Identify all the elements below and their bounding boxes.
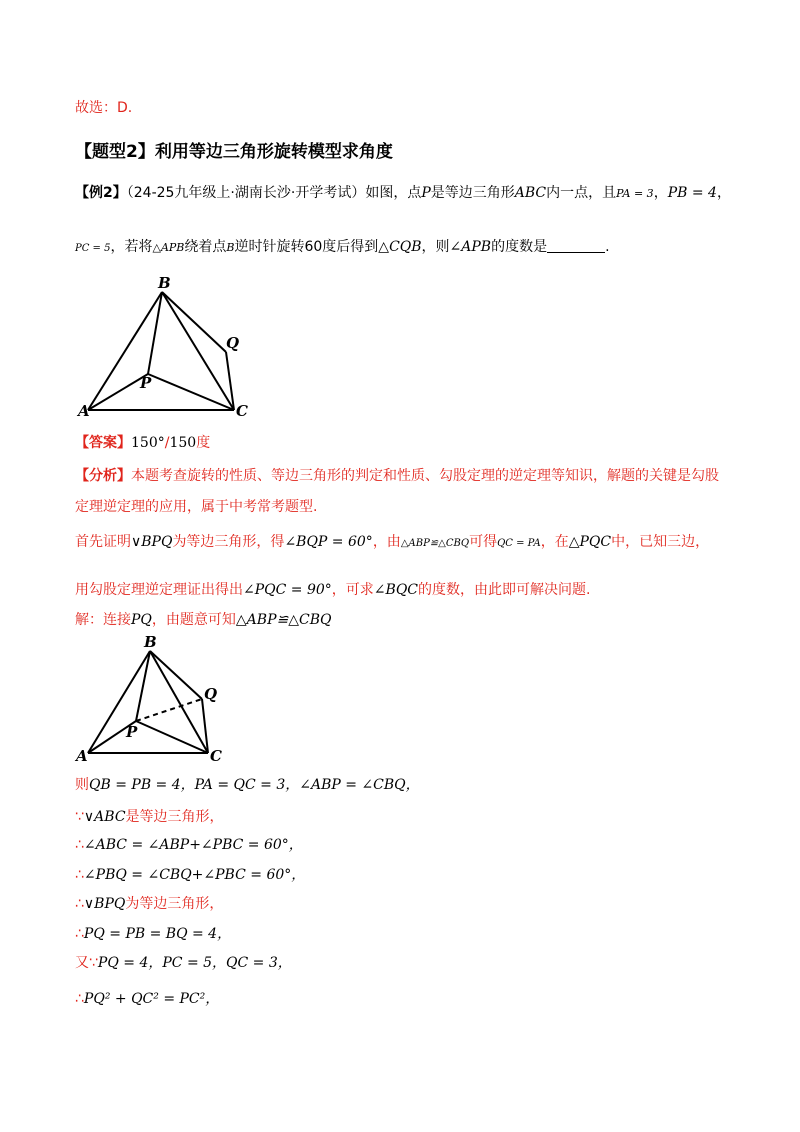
pb-value: PB = 4 [667, 185, 717, 201]
solution-step [75, 864, 305, 884]
congruence: △ABP≌△CBQ [235, 612, 332, 628]
segment-pq: PQ [131, 612, 152, 628]
step-prefix: ∴ [75, 991, 84, 1007]
angle-apb: ∠APB [449, 239, 492, 255]
step-prefix: ∴ [75, 837, 84, 853]
step-prefix: ∴ [75, 926, 84, 942]
solution-step [75, 952, 292, 972]
analysis-text: ，由 [372, 534, 401, 550]
solution-step [75, 774, 420, 794]
answer-value-1: 150° [131, 435, 165, 451]
figure-2 [70, 633, 230, 768]
comma: ， [653, 185, 668, 201]
angle-bqc: ∠BQC [373, 582, 419, 598]
comma: ， [716, 185, 731, 201]
answer-blank [547, 238, 605, 253]
example-text: 是等边三角形 [430, 185, 515, 201]
example-line-1 [75, 182, 731, 202]
solution-line-1 [75, 609, 331, 629]
step-prefix: 又∵ [75, 955, 98, 971]
label-c: C [210, 747, 222, 765]
solution-step [75, 806, 224, 826]
figure-1 [72, 272, 262, 424]
triangle-cqb: △CQB [378, 239, 422, 255]
step-suffix: 为等边三角形， [125, 896, 224, 912]
step-math: ∠PBQ = ∠CBQ+∠PBC = 60°， [83, 867, 306, 883]
analysis-text: ，可求 [331, 582, 374, 598]
example-text: 内一点，且 [546, 185, 617, 201]
analysis-text: 本题考查旋转的性质、等边三角形的判定和性质、勾股定理的逆定理等知识，解题的关键是勾股 [131, 468, 719, 484]
step-prefix: 则 [75, 777, 89, 793]
analysis-text: 的度数，由此即可解决问题. [418, 582, 591, 598]
label-q: Q [204, 685, 218, 703]
step-math: ∨BPQ [83, 896, 126, 912]
analysis-line-2: 定理逆定理的应用，属于中考常考题型. [75, 499, 318, 515]
example-source: （24-25九年级上·湖南长沙·开学考试） [126, 185, 366, 201]
analysis-line-4 [75, 579, 590, 599]
step-prefix: ∵ [75, 809, 84, 825]
pc-value: PC = 5 [75, 243, 111, 254]
solution-step [75, 988, 219, 1008]
angle-pqc: ∠PQC = 90° [243, 582, 332, 598]
example-text: 绕着点 [184, 239, 227, 255]
step-prefix: ∴ [75, 896, 84, 912]
analysis-tag: 【分析】 [75, 468, 131, 484]
analysis-line-1 [75, 465, 719, 485]
triangle-bpq: ∨BPQ [131, 534, 173, 550]
step-suffix: 是等边三角形， [125, 809, 224, 825]
label-p: P [140, 374, 152, 392]
pa-value: PA = 3 [616, 187, 654, 200]
analysis-text: 中，已知三边， [611, 534, 710, 550]
triangle-apb: △APB [152, 241, 185, 254]
congruence: △ABP≌△CBQ [400, 538, 470, 549]
section-heading: 【题型2】利用等边三角形旋转模型求角度 [75, 142, 393, 162]
step-math: ∨ABC [83, 809, 126, 825]
label-p: P [126, 723, 138, 741]
example-tag: 【例2】 [75, 185, 127, 201]
answer-line [75, 432, 210, 452]
solution-text: 解：连接 [75, 612, 131, 628]
label-a: A [76, 747, 88, 765]
example-text: ，若将 [110, 239, 153, 255]
analysis-text: ，在 [540, 534, 569, 550]
answer-unit: 度 [196, 435, 211, 451]
solution-step [75, 893, 223, 913]
triangle-abc: ABC [514, 185, 547, 201]
previous-answer: 故选：D. [75, 100, 133, 116]
example-text: 的度数是 [491, 239, 548, 255]
label-b: B [158, 274, 171, 292]
solution-step [75, 923, 231, 943]
answer-tag: 【答案】 [75, 435, 131, 451]
analysis-text: 为等边三角形，得 [172, 534, 285, 550]
step-math: PQ = 4，PC = 5，QC = 3， [97, 955, 292, 971]
point-p: P [421, 185, 431, 201]
label-c: C [236, 402, 248, 420]
label-a: A [78, 402, 90, 420]
qc-eq-pa: QC = PA [497, 538, 541, 549]
analysis-text: 首先证明 [75, 534, 131, 550]
answer-value-2: 150 [169, 435, 197, 451]
example-text: 逆时针旋转60度后得到 [234, 239, 379, 255]
angle-bqp: ∠BQP = 60° [284, 534, 373, 550]
step-math: PQ² + QC² = PC²， [83, 991, 220, 1007]
step-math: QB = PB = 4，PA = QC = 3，∠ABP = ∠CBQ， [89, 777, 420, 793]
answer-separator: / [164, 435, 170, 451]
point-b: B [226, 241, 235, 254]
step-prefix: ∴ [75, 867, 84, 883]
step-math: ∠ABC = ∠ABP+∠PBC = 60°， [83, 837, 303, 853]
solution-text: ，由题意可知 [151, 612, 236, 628]
label-q: Q [226, 334, 240, 352]
example-line-2 [75, 236, 610, 256]
solution-step [75, 834, 303, 854]
step-math: PQ = PB = BQ = 4， [83, 926, 232, 942]
analysis-line-3 [75, 531, 709, 551]
period: . [605, 239, 610, 255]
example-text: ，则 [421, 239, 450, 255]
analysis-text: 可得 [469, 534, 498, 550]
label-b: B [144, 633, 157, 651]
triangle-pqc: △PQC [568, 534, 612, 550]
example-text: 如图，点 [365, 185, 422, 201]
analysis-text: 用勾股定理逆定理证出得出 [75, 582, 243, 598]
